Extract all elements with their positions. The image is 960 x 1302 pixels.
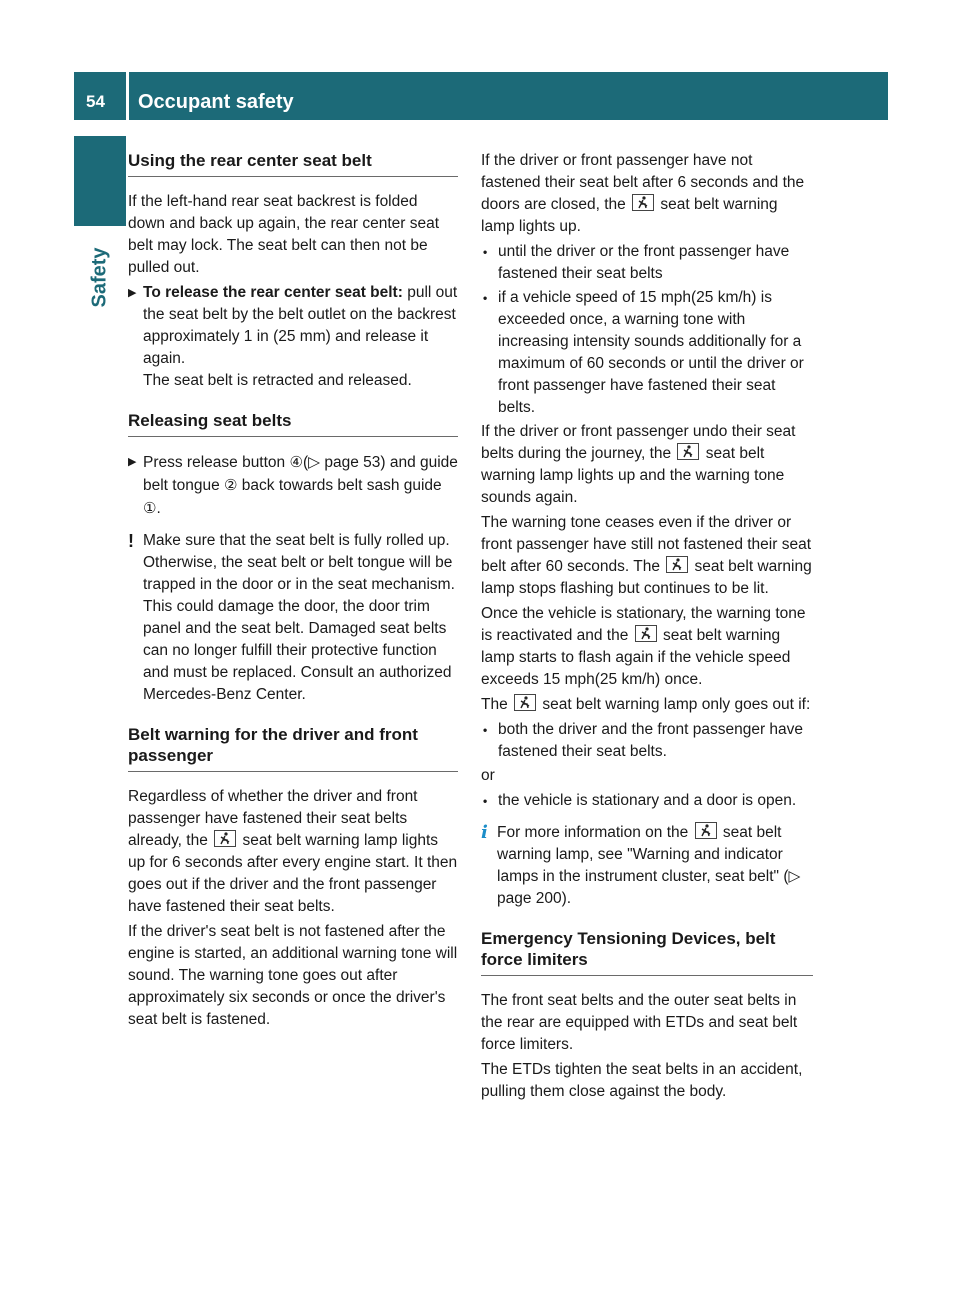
page-ref-arrow-icon: ▷ [308,454,321,471]
list-item: • both the driver and the front passenger have fastened their seat belts. [483,721,804,760]
step-press-release: ▶ Press release button ④(▷ page 53) and guide belt tongue ② back towards belt sash guide ①. [128,451,458,520]
callout-2: ② [224,477,238,494]
seatbelt-warning-lamp-icon [632,194,654,211]
seatbelt-warning-lamp-icon [677,443,699,460]
heading-releasing-belts: Releasing seat belts [128,410,458,437]
seatbelt-warning-lamp-icon [695,822,717,839]
side-tab-label: Safety [88,247,111,308]
bullet-icon: • [483,723,488,737]
callout-4: ④ [289,454,303,471]
paragraph: If the driver or front passenger have not fastened their seat belt after 6 seconds and the doors are closed, the seat belt warning lamp lights up. [481,152,805,235]
info-note: i For more information on the seat belt warning lamp, see "Warning and indicator lamps in the instrument cluster, seat belt" (▷ page 200). [481,822,801,907]
paragraph: The front seat belts and the outer seat belts in the rear are equipped with ETDs and seat belt force limiters. [481,992,798,1053]
paragraph: If the left-hand rear seat backrest is folded down and back up again, the rear center seat belt may lock. The seat belt can then not be pulled out. [128,193,440,276]
seatbelt-warning-lamp-icon [214,830,236,847]
bullet-icon: • [483,291,488,305]
bullet-icon: • [483,245,488,259]
page-ref-arrow-icon: ▷ [788,868,801,885]
paragraph: If the driver or front passenger undo their seat belts during the journey, the seat belt warning lamp lights up and the warning tone sounds again. [481,423,796,506]
side-tab [74,230,126,325]
side-marker [74,136,126,226]
paragraph: The warning tone ceases even if the driver or front passenger have still not fastened their seat belt after 60 seconds. The seat belt warning lamp stops flashing but continues to be lit. [481,514,812,597]
seatbelt-warning-lamp-icon [666,556,688,573]
step-arrow-icon: ▶ [128,287,137,299]
paragraph-or: or [481,767,495,784]
paragraph: If the driver's seat belt is not fastened after the engine is started, an additional warning tone will sound. The warning tone goes out after approximately six seconds or once the driver's seat belt is fastened. [128,923,458,1028]
paragraph: Regardless of whether the driver and front passenger have fastened their seat belts already, the seat belt warning lamp lights up for 6 seconds after every engine start. It then goes out if the driver and the front passenger have fastened their seat belts. [128,788,458,915]
section-title: Occupant safety [138,91,294,113]
heading-rear-center-belt: Using the rear center seat belt [128,150,458,177]
step-release-rear-belt: ▶ To release the rear center seat belt: pull out the seat belt by the belt outlet on the backrest approximately 1 in (25 mm) and release it again. The seat belt is retracted and released. [128,284,458,389]
paragraph: The ETDs tighten the seat belts in an accident, pulling them close against the body. [481,1061,803,1100]
seatbelt-warning-lamp-icon [635,625,657,642]
left-column [128,150,458,1034]
heading-belt-warning: Belt warning for the driver and front passenger [128,724,458,772]
header-divider [126,72,129,120]
caution-note: ! Make sure that the seat belt is fully rolled up. Otherwise, the seat belt or belt tongue will be trapped in the door or in the seat mechanism. This could damage the door, the door trim panel and the seat belt. Damaged seat belts can no longer fulfill their protective function and must be replaced. Consult an authorized Mercedes-Benz Center. [128,531,455,703]
list-item: • until the driver or the front passenger have fastened their seat belts [483,243,790,282]
right-column [481,150,813,1106]
list-item: • if a vehicle speed of 15 mph(25 km/h) is exceeded once, a warning tone with increasing intensity sounds additionally for a maximum of 60 seconds or until the driver or front passenger have fastened their seat belts. [483,289,804,416]
step-arrow-icon: ▶ [128,456,137,468]
seatbelt-warning-lamp-icon [514,694,536,711]
heading-etd: Emergency Tensioning Devices, belt force limiters [481,928,813,976]
exclamation-icon: ! [128,531,134,551]
info-icon: i [481,822,488,843]
paragraph: The seat belt warning lamp only goes out if: [481,696,811,713]
paragraph: Once the vehicle is stationary, the warning tone is reactivated and the seat belt warning lamp starts to flash again if the vehicle speed exceeds 15 mph(25 km/h) once. [481,605,806,688]
callout-1: ① [143,500,157,517]
list-item: • the vehicle is stationary and a door is open. [481,790,813,812]
page-number: 54 [86,92,105,111]
bullet-icon: • [483,794,488,808]
